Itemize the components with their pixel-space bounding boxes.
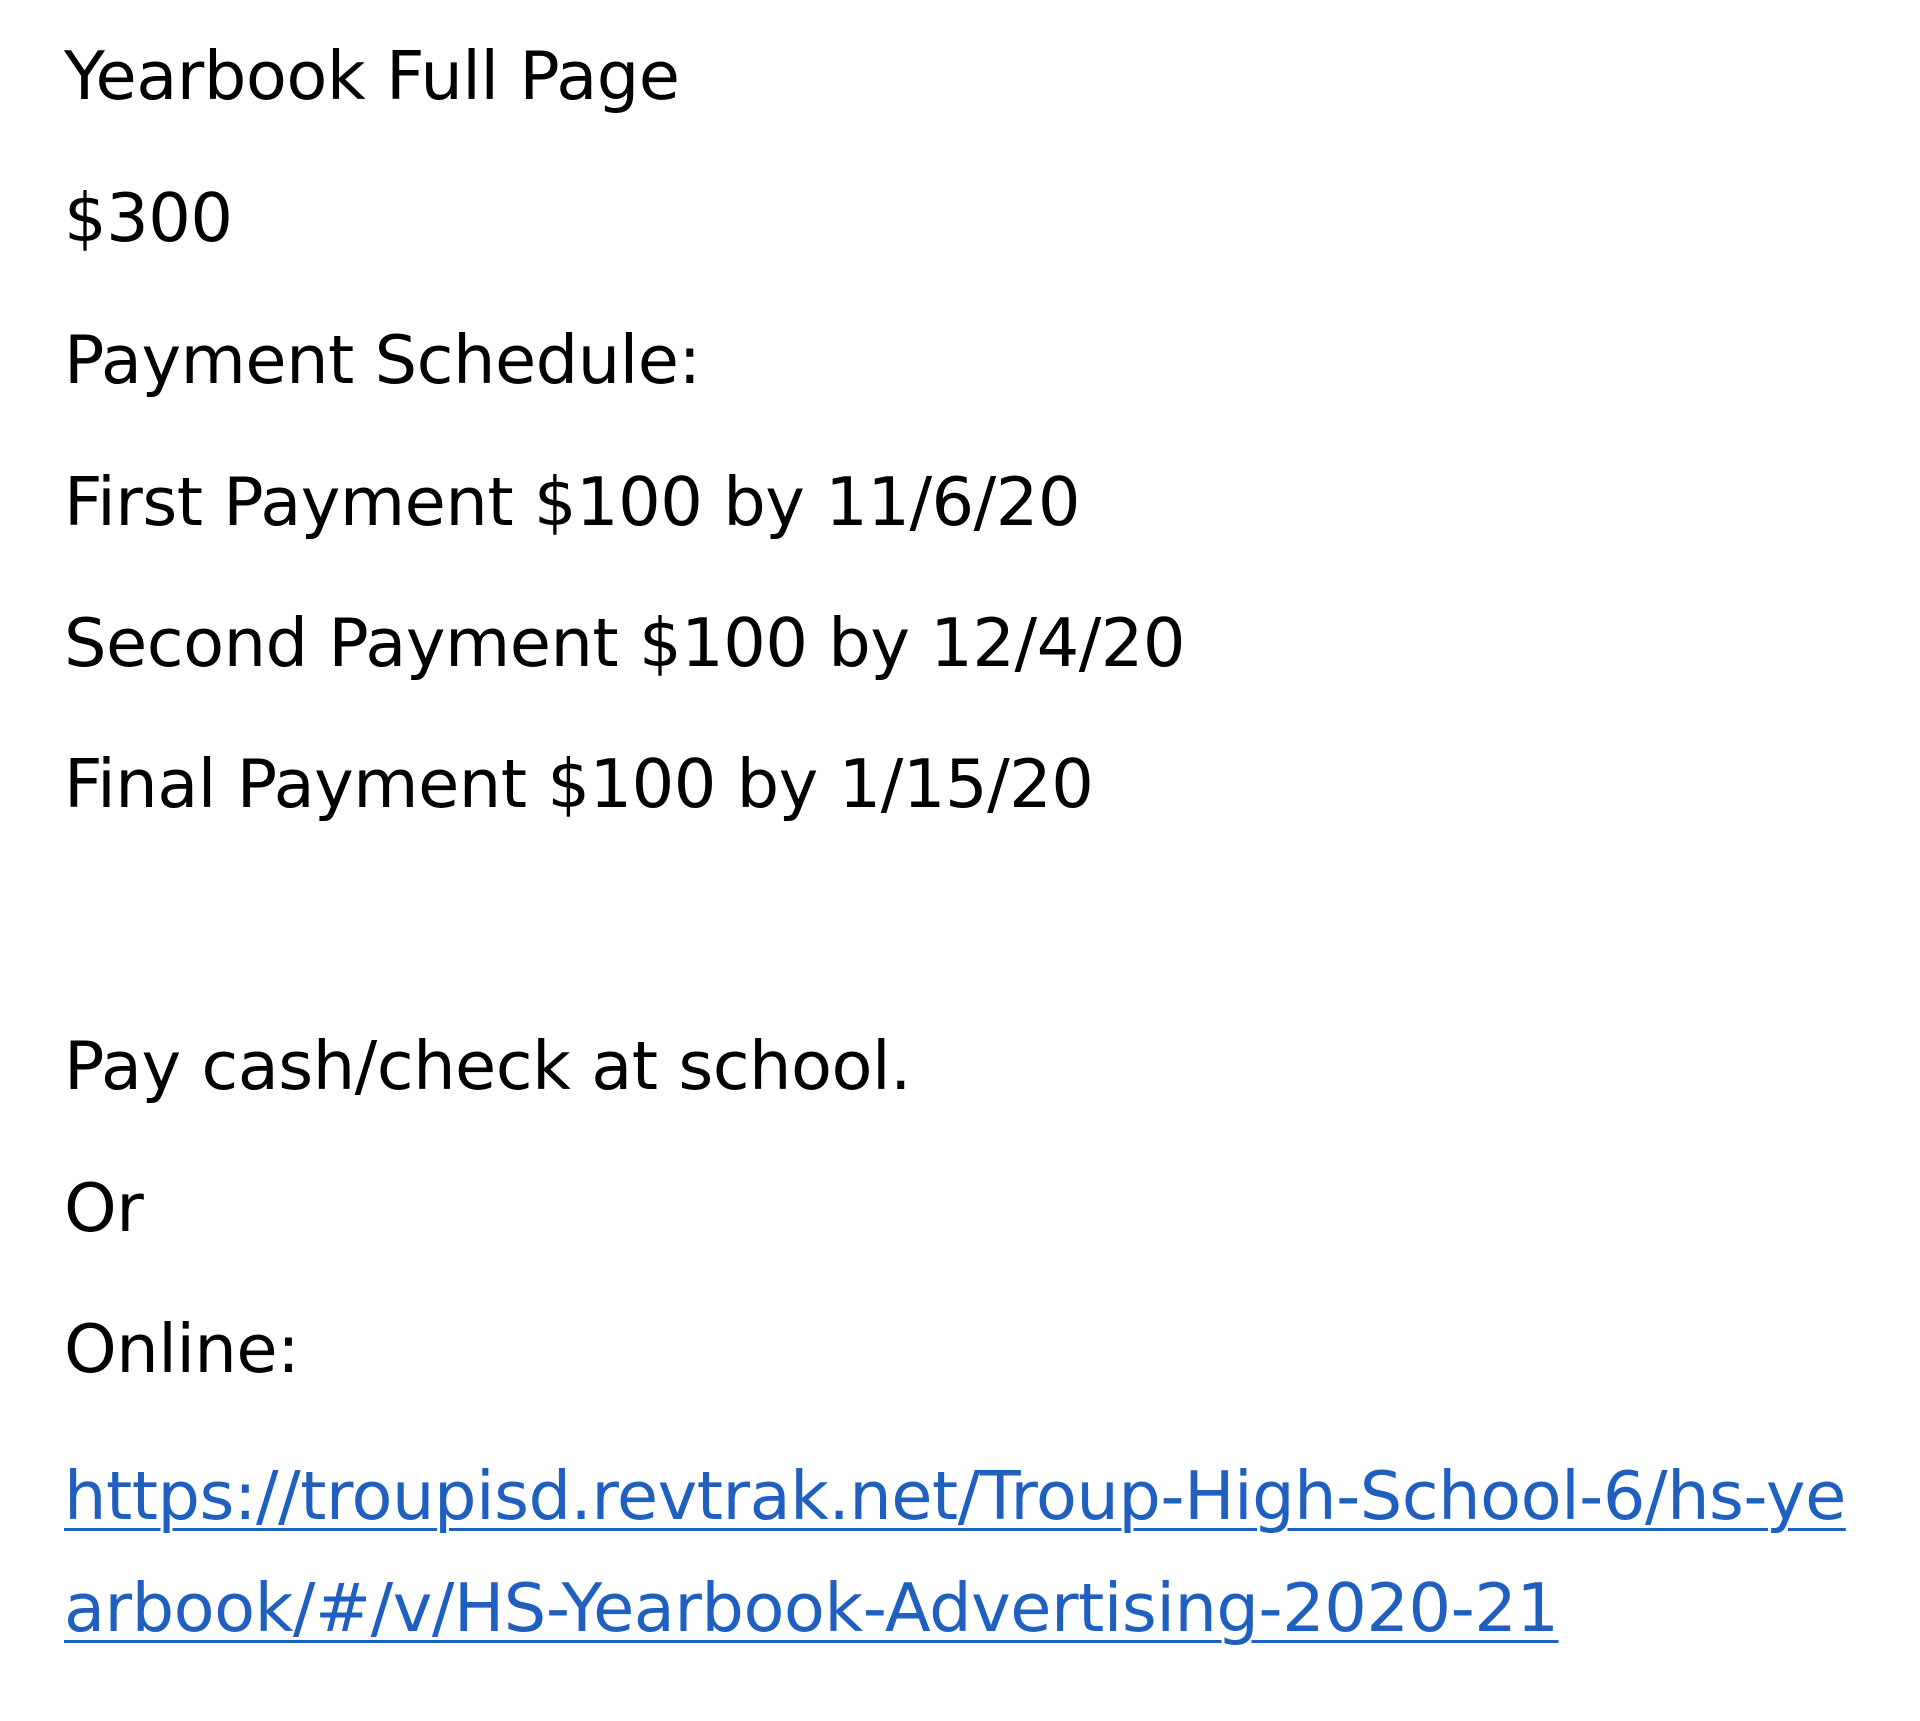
pay-at-school-text: Pay cash/check at school. — [64, 1027, 911, 1105]
payment-link[interactable]: https://troupisd.revtrak.net/Troup-High-School-6/hs-yearbook/#/v/HS-Yearbook-Advertising-2020-21 — [64, 1457, 1846, 1647]
payment-line-second: Second Payment $100 by 12/4/20 — [64, 604, 1186, 682]
document-title: Yearbook Full Page — [64, 37, 680, 115]
payment-line-final: Final Payment $100 by 1/15/20 — [64, 745, 1094, 823]
online-label: Online: — [64, 1310, 300, 1388]
price-text: $300 — [64, 179, 233, 257]
or-text: Or — [64, 1169, 144, 1247]
schedule-heading: Payment Schedule: — [64, 321, 701, 399]
payment-line-first: First Payment $100 by 11/6/20 — [64, 463, 1080, 541]
